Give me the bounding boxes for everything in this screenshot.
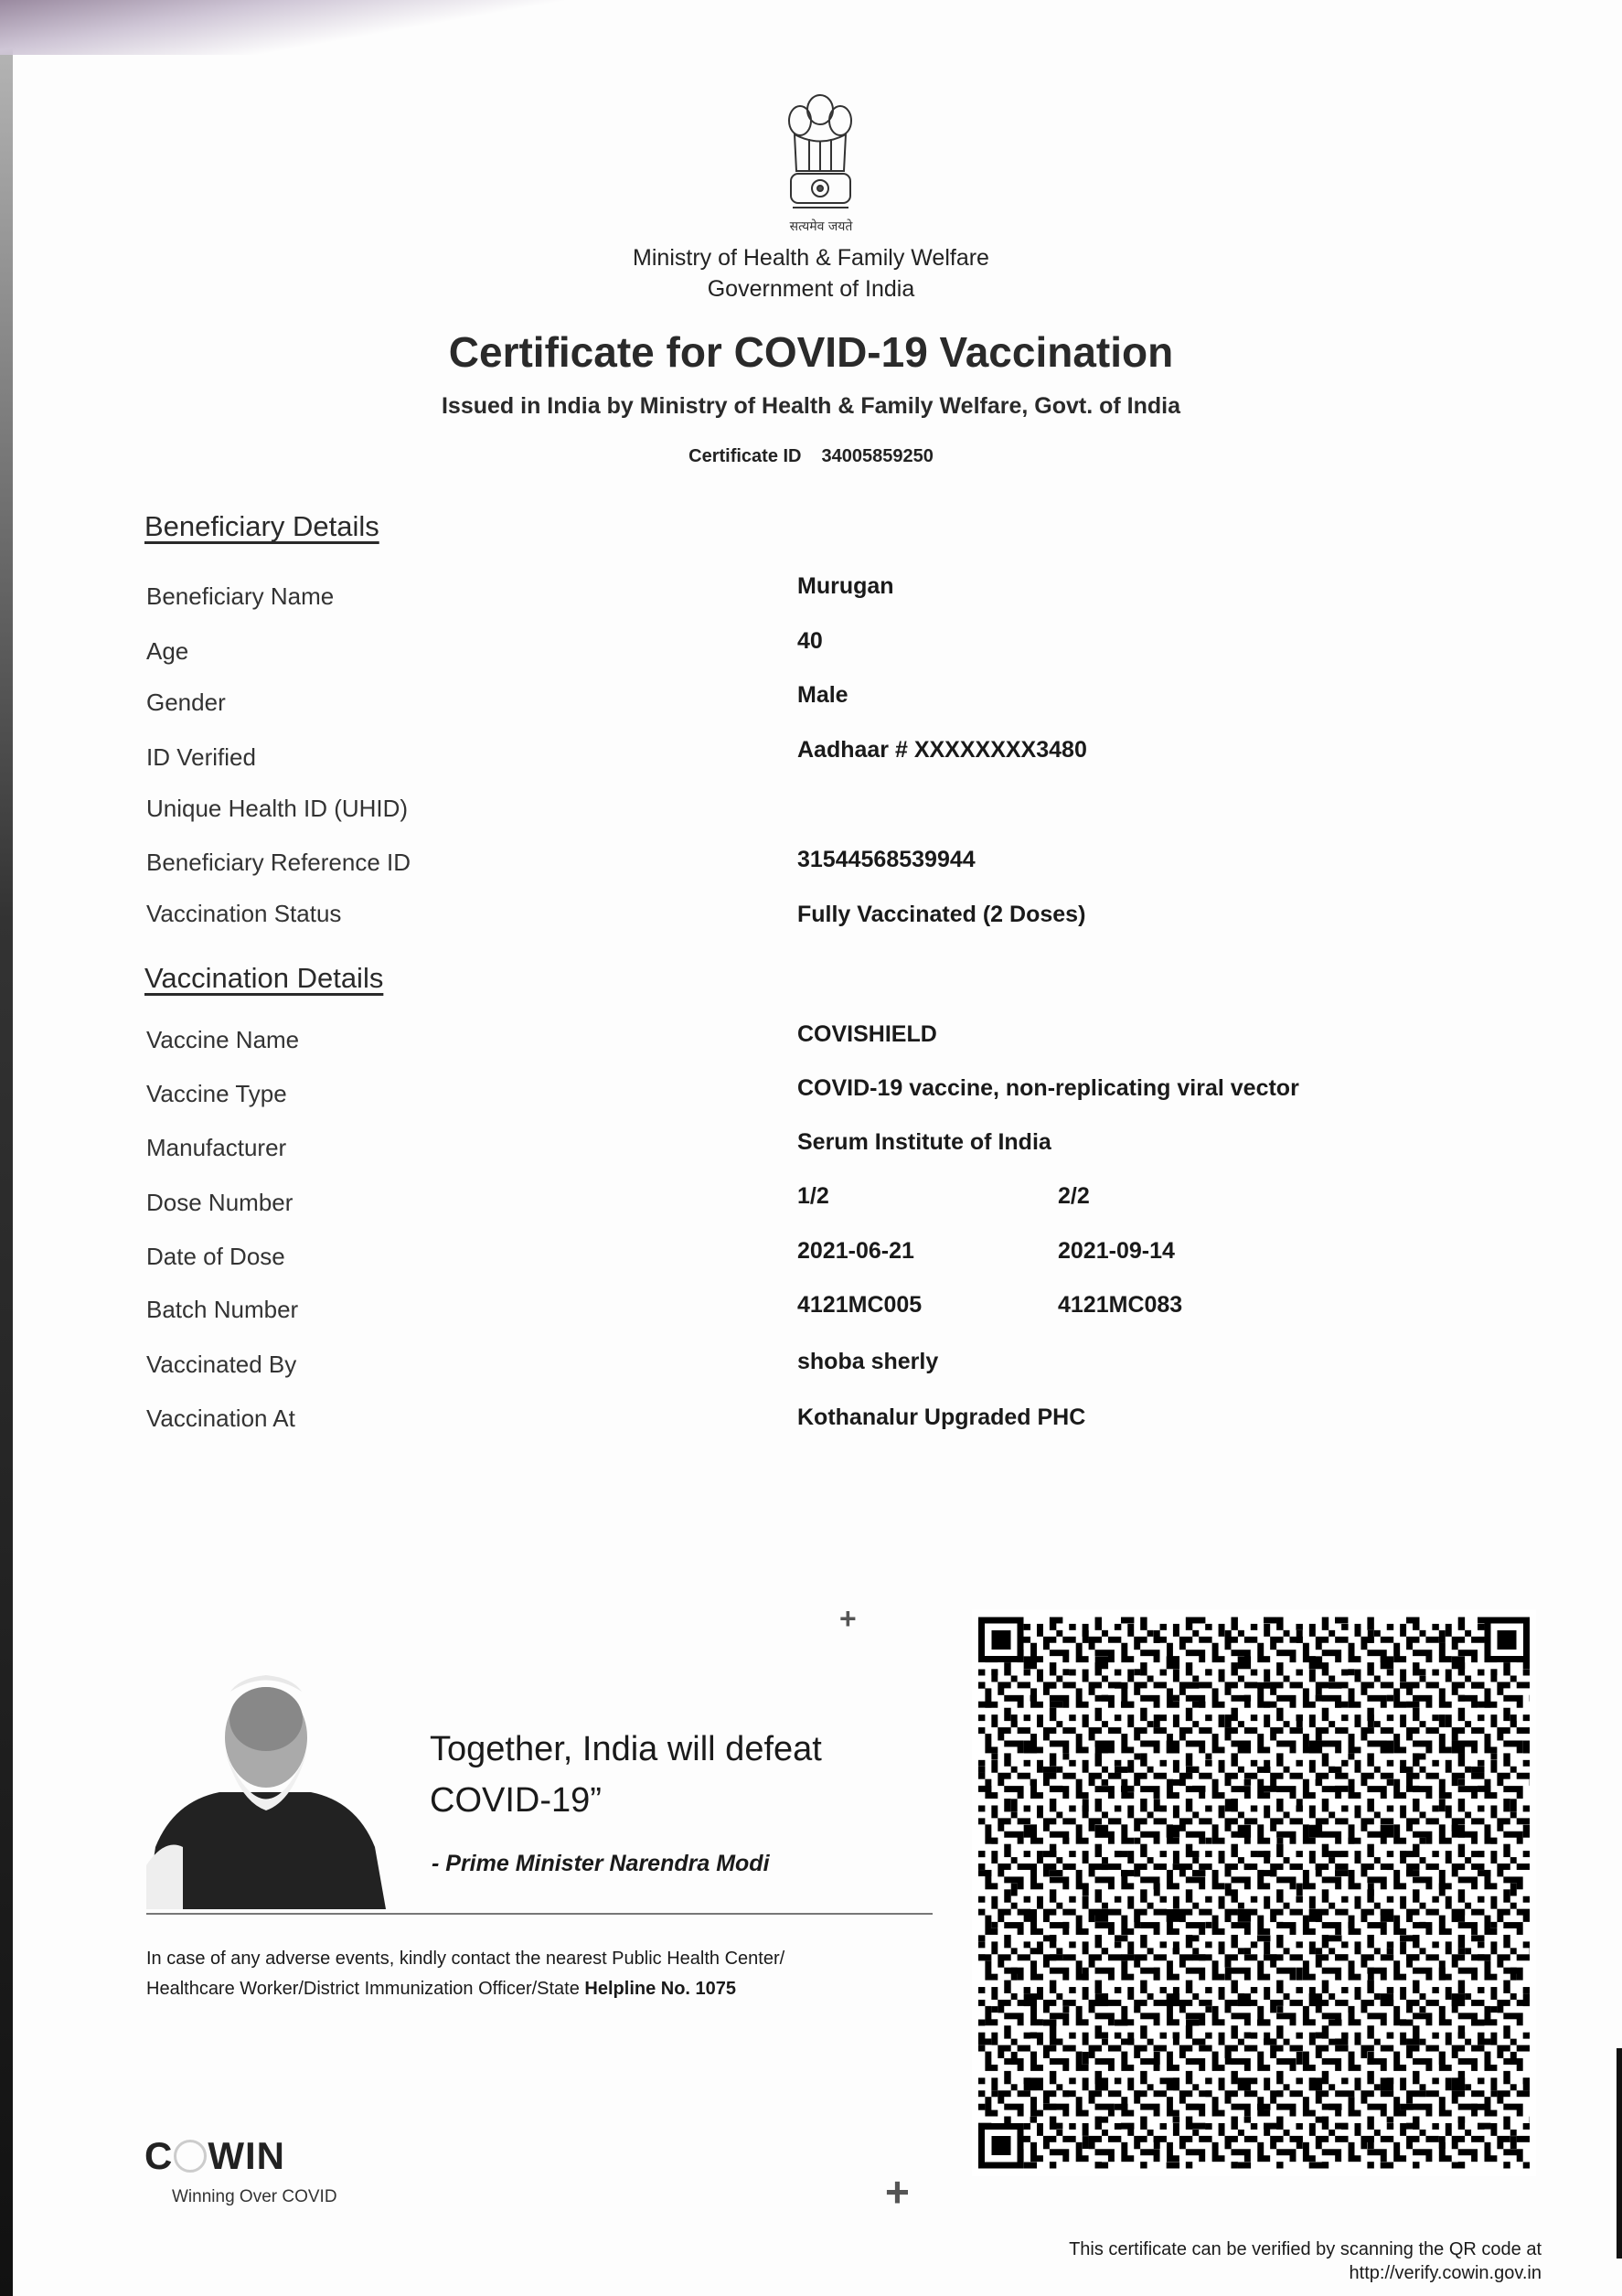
value-date-of-dose-1: 2021-06-21 — [797, 1238, 914, 1264]
cowin-logo-win: WIN — [208, 2134, 285, 2177]
cowin-logo — [144, 2134, 285, 2178]
registration-mark: + — [839, 1602, 857, 1635]
cowin-logo-c: C — [144, 2134, 174, 2177]
label-vaccine-type: Vaccine Type — [146, 1080, 287, 1107]
qr-code[interactable] — [972, 1609, 1536, 2176]
verify-url[interactable]: http://verify.cowin.gov.in — [1349, 2263, 1542, 2283]
certificate-id — [0, 446, 1622, 467]
label-beneficiary-name: Beneficiary Name — [146, 582, 335, 610]
label-vaccine-name: Vaccine Name — [146, 1026, 300, 1053]
label-beneficiary-reference-id: Beneficiary Reference ID — [146, 849, 411, 876]
label-gender: Gender — [146, 689, 226, 716]
label-dose-number: Dose Number — [146, 1189, 293, 1216]
adverse-events-notice — [146, 1944, 951, 2004]
certificate-id-value: 34005859250 — [821, 446, 934, 466]
value-vaccination-status: Fully Vaccinated (2 Doses) — [797, 902, 1086, 927]
national-emblem-icon — [782, 84, 859, 221]
globe-icon — [174, 2140, 207, 2173]
prime-minister-photo — [146, 1664, 386, 1909]
divider — [146, 1913, 933, 1915]
label-vaccinated-by: Vaccinated By — [146, 1351, 297, 1378]
value-manufacturer: Serum Institute of India — [797, 1129, 1051, 1155]
value-beneficiary-reference-id: 31544568539944 — [797, 847, 976, 872]
label-id-verified: ID Verified — [146, 743, 256, 771]
value-id-verified: Aadhaar # XXXXXXXX3480 — [797, 737, 1087, 763]
quote-line-1: Together, India will defeat — [430, 1730, 822, 1768]
value-dose-number-1: 1/2 — [797, 1183, 829, 1209]
emblem-motto: सत्यमेव जयते — [789, 219, 853, 234]
label-age: Age — [146, 637, 189, 665]
value-vaccine-type: COVID-19 vaccine, non-replicating viral vector — [797, 1075, 1299, 1101]
certificate-id-label: Certificate ID — [688, 446, 802, 466]
beneficiary-details-heading: Beneficiary Details — [144, 510, 379, 542]
label-date-of-dose: Date of Dose — [146, 1243, 285, 1270]
value-batch-number-1: 4121MC005 — [797, 1292, 923, 1318]
scan-edge-top — [0, 0, 640, 55]
verify-line-1: This certificate can be verified by scanning the QR code at — [1069, 2239, 1542, 2259]
label-vaccination-at: Vaccination At — [146, 1404, 295, 1432]
verification-note — [1069, 2237, 1542, 2285]
value-vaccine-name: COVISHIELD — [797, 1021, 937, 1047]
label-batch-number: Batch Number — [146, 1296, 299, 1323]
label-uhid: Unique Health ID (UHID) — [146, 795, 409, 822]
value-gender: Male — [797, 682, 848, 708]
value-beneficiary-name: Murugan — [797, 573, 894, 599]
label-vaccination-status: Vaccination Status — [146, 900, 342, 927]
scan-edge-right — [1617, 2048, 1622, 2259]
cowin-tagline: Winning Over COVID — [172, 2187, 337, 2206]
vaccination-details-heading: Vaccination Details — [144, 962, 384, 994]
quote-attribution: - Prime Minister Narendra Modi — [432, 1851, 770, 1876]
value-vaccination-at: Kothanalur Upgraded PHC — [797, 1404, 1086, 1430]
ministry-name: Ministry of Health & Family Welfare — [633, 245, 989, 271]
registration-mark: + — [885, 2168, 910, 2216]
value-date-of-dose-2: 2021-09-14 — [1058, 1238, 1175, 1264]
certificate-subtitle: Issued in India by Ministry of Health & Family Welfare, Govt. of India — [441, 393, 1180, 419]
value-dose-number-2: 2/2 — [1058, 1183, 1090, 1209]
helpline-number: Helpline No. 1075 — [584, 1979, 737, 1999]
certificate-title: Certificate for COVID-19 Vaccination — [448, 328, 1174, 376]
quote-line-2: COVID-19” — [430, 1781, 602, 1820]
government-name: Government of India — [707, 276, 915, 302]
value-batch-number-2: 4121MC083 — [1058, 1292, 1183, 1318]
value-age: 40 — [797, 628, 823, 654]
value-vaccinated-by: shoba sherly — [797, 1349, 939, 1374]
adverse-line-2: Healthcare Worker/District Immunization Officer/State — [146, 1979, 585, 1999]
quote — [430, 1724, 822, 1826]
adverse-line-1: In case of any adverse events, kindly contact the nearest Public Health Center/ — [146, 1949, 785, 1969]
label-manufacturer: Manufacturer — [146, 1134, 287, 1161]
